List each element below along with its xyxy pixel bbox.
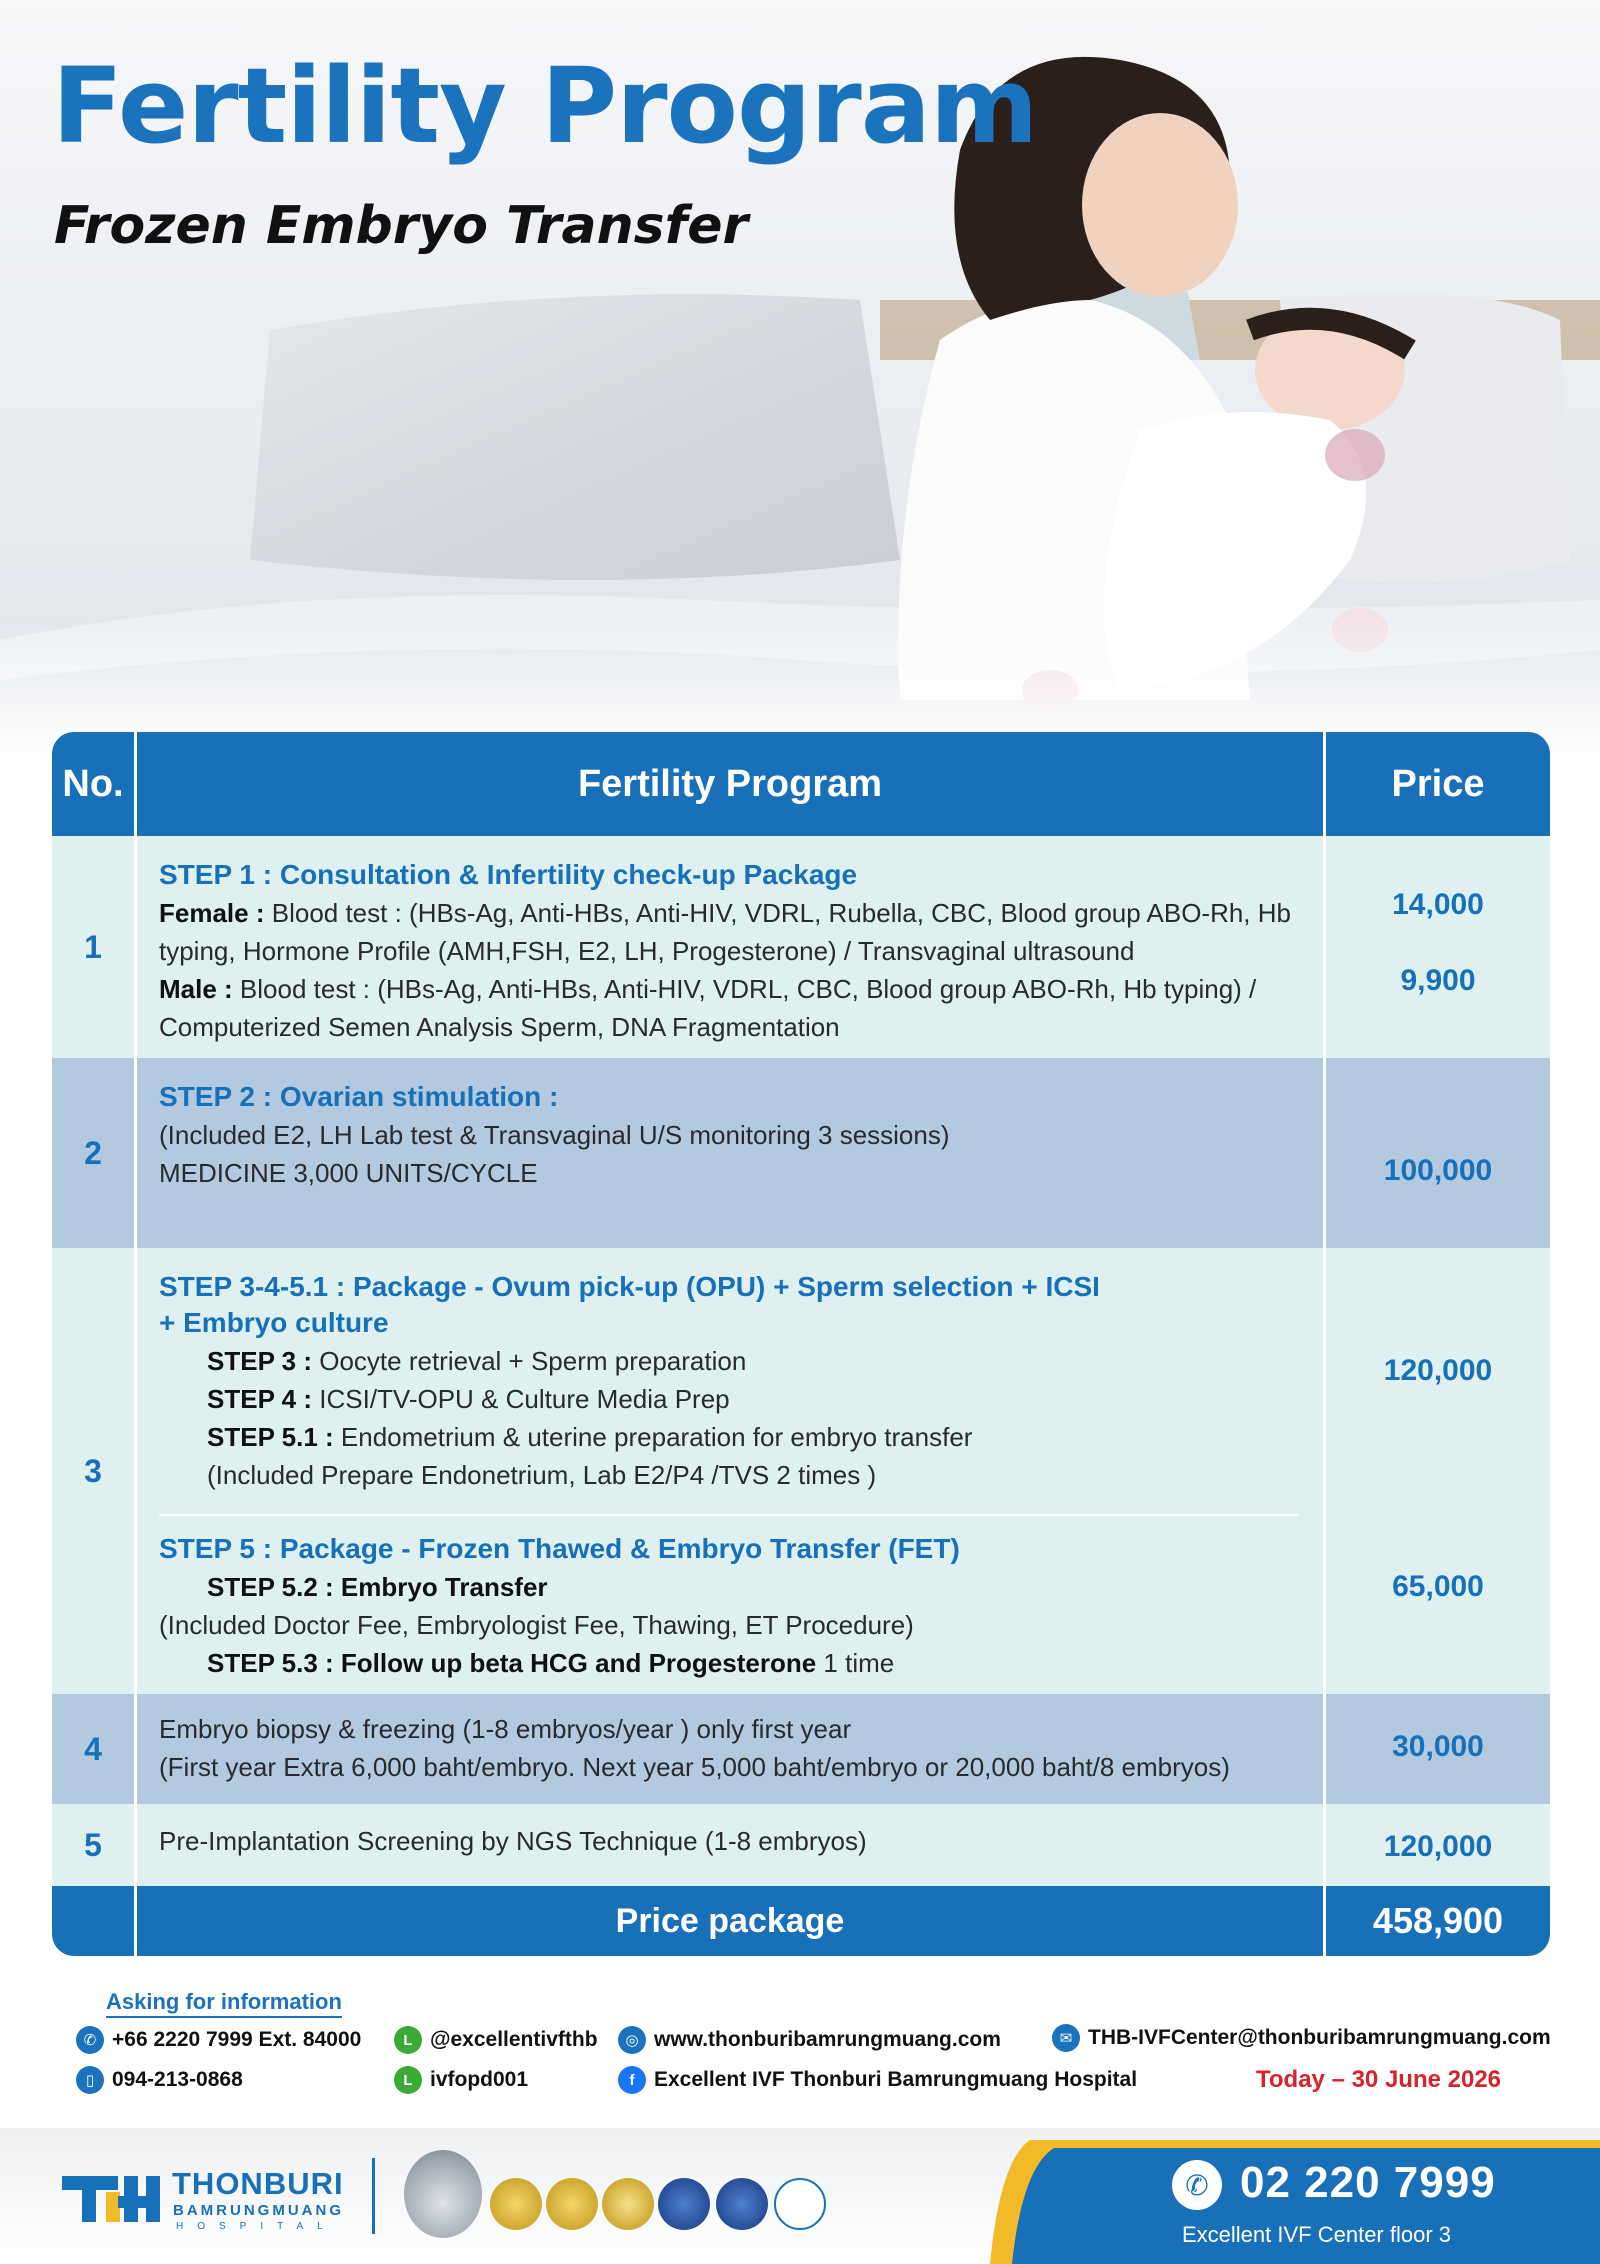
row-number: 4 [84, 1730, 102, 1767]
female-label: Female : [159, 898, 265, 928]
accreditation-badge-icon [774, 2178, 826, 2230]
contact-website[interactable] [618, 2026, 1001, 2054]
male-tests [159, 970, 1315, 1046]
row-description [134, 1248, 1326, 1694]
page-subtitle: Frozen Embryo Transfer [54, 196, 749, 256]
hero-banner [0, 0, 1600, 760]
facebook-icon: f [618, 2066, 646, 2094]
row-price [1326, 1694, 1550, 1804]
email-icon: ✉ [1052, 2024, 1080, 2052]
price-value: 120,000 [1383, 1354, 1493, 1387]
price-table [52, 732, 1550, 1956]
row-number: 5 [84, 1826, 102, 1863]
contact-facebook[interactable] [618, 2066, 1137, 2094]
column-header-price: Price [1391, 762, 1485, 805]
contact-facebook-text: Excellent IVF Thonburi Bamrungmuang Hospital [654, 2068, 1138, 2091]
sub-step [159, 1644, 1315, 1682]
step-title: STEP 2 : Ovarian stimulation : [159, 1081, 559, 1112]
price-value: 30,000 [1392, 1730, 1484, 1763]
mobile-icon: ▯ [76, 2066, 104, 2094]
contact-website-text: www.thonburibamrungmuang.com [654, 2028, 1001, 2051]
row-line: (Included E2, LH Lab test & Transvaginal U/S monitoring 3 sessions) [159, 1120, 950, 1150]
row-description [134, 1694, 1326, 1804]
total-price: 458,900 [1372, 1900, 1504, 1941]
globe-icon: ◎ [618, 2026, 646, 2054]
contact-phone[interactable] [76, 2026, 361, 2054]
aaci-badge-icon [716, 2178, 768, 2230]
award-badge-icon [404, 2150, 482, 2238]
table-row [52, 1248, 1550, 1694]
aaci-badge-icon [658, 2178, 710, 2230]
contact-line[interactable] [394, 2026, 598, 2054]
row-description [134, 1804, 1326, 1886]
row-number: 1 [84, 928, 102, 965]
sub-step-text: 1 time [823, 1648, 895, 1678]
award-badge-icon [490, 2178, 542, 2230]
contact-line-2-text: ivfopd001 [430, 2068, 529, 2091]
contact-mobile-text: 094-213-0868 [112, 2068, 243, 2091]
award-badge-icon [546, 2178, 598, 2230]
hotline-location: Excellent IVF Center floor 3 [1182, 2222, 1452, 2247]
contact-line-text: @excellentivfthb [430, 2028, 598, 2051]
sub-step [159, 1342, 1315, 1380]
phone-icon: ✆ [76, 2026, 104, 2054]
row-line: MEDICINE 3,000 UNITS/CYCLE [159, 1158, 538, 1188]
sub-step-text: ICSI/TV-OPU & Culture Media Prep [319, 1384, 730, 1414]
table-row [52, 1804, 1550, 1886]
logo-name: THONBURI [172, 2166, 344, 2201]
sub-step-label: STEP 5.3 : Follow up beta HCG and Progesterone [207, 1648, 817, 1678]
price-value: 65,000 [1392, 1570, 1484, 1603]
column-header-program: Fertility Program [134, 732, 1326, 836]
contact-phone-text: +66 2220 7999 Ext. 84000 [112, 2028, 362, 2051]
row-price [1326, 1058, 1550, 1248]
logo-divider [372, 2158, 375, 2234]
sub-step-label: STEP 3 : [207, 1346, 313, 1376]
row-line: Embryo biopsy & freezing (1-8 embryos/year ) only first year [159, 1714, 852, 1744]
contact-line-2[interactable] [394, 2066, 528, 2094]
table-total-row [52, 1886, 1550, 1956]
row-description [134, 1058, 1326, 1248]
total-no-cell [52, 1886, 134, 1956]
contact-mobile[interactable] [76, 2066, 243, 2094]
table-row [52, 836, 1550, 1058]
female-text: Blood test : (HBs-Ag, Anti-HBs, Anti-HIV, VDRL, Rubella, CBC, Blood group ABO-Rh, Hb typing, Hormone Profile (AMH,FSH, E2, LH, Progesterone) / Transvaginal ultrasound [159, 898, 1291, 966]
male-text: Blood test : (HBs-Ag, Anti-HBs, Anti-HIV, VDRL, CBC, Blood group ABO-Rh, Hb typing) / Computerized Semen Analysis Sperm, DNA Fragmentation [159, 974, 1257, 1042]
row-line: (First year Extra 6,000 baht/embryo. Next year 5,000 baht/embryo or 20,000 baht/8 embryos) [159, 1752, 1230, 1782]
row-price [1326, 1804, 1550, 1886]
sub-step-note: (Included Doctor Fee, Embryologist Fee, Thawing, ET Procedure) [159, 1610, 914, 1640]
logo-sub: BAMRUNGMUANG [173, 2202, 344, 2219]
row-price [1326, 836, 1550, 1058]
step-title: STEP 5 : Package - Frozen Thawed & Embryo Transfer (FET) [159, 1533, 960, 1564]
sub-step-label: STEP 5.1 : [207, 1422, 334, 1452]
contact-heading: Asking for information [106, 1988, 342, 2018]
price-male: 9,900 [1400, 964, 1476, 997]
sub-step [159, 1418, 1315, 1456]
sub-step-label: STEP 4 : [207, 1384, 313, 1414]
hospital-logo-icon [62, 2168, 162, 2228]
hotline-number[interactable]: 02 220 7999 [1240, 2158, 1496, 2207]
contact-email-text: THB-IVFCenter@thonburibamrungmuang.com [1088, 2026, 1551, 2049]
line-icon: L [394, 2026, 422, 2054]
row-number: 3 [84, 1452, 102, 1489]
table-header [52, 732, 1550, 836]
sub-step: STEP 5.2 : Embryo Transfer [207, 1572, 548, 1602]
phone-icon: ✆ [1172, 2160, 1222, 2210]
table-row [52, 1058, 1550, 1248]
logo-sub2: HOSPITAL [176, 2221, 337, 2232]
row-line: Pre-Implantation Screening by NGS Technique (1-8 embryos) [159, 1826, 867, 1856]
row-number: 2 [84, 1134, 102, 1171]
sub-step-text: Endometrium & uterine preparation for embryo transfer [340, 1422, 973, 1452]
validity-date: Today – 30 June 2026 [1256, 2066, 1502, 2093]
divider [159, 1514, 1299, 1516]
award-badge-icon [602, 2178, 654, 2230]
price-value: 120,000 [1383, 1830, 1493, 1863]
female-tests [159, 894, 1315, 970]
price-value: 100,000 [1383, 1154, 1493, 1187]
male-label: Male : [159, 974, 233, 1004]
sub-step-note: (Included Prepare Endonetrium, Lab E2/P4 /TVS 2 times ) [207, 1460, 877, 1490]
price-female: 14,000 [1392, 888, 1484, 921]
column-header-no: No. [62, 762, 124, 805]
line-icon: L [394, 2066, 422, 2094]
contact-email[interactable] [1052, 2024, 1551, 2052]
step-title: STEP 1 : Consultation & Infertility check-up Package [159, 859, 858, 890]
row-description [134, 836, 1326, 1058]
step-title-cont: + Embryo culture [159, 1307, 389, 1338]
table-row [52, 1694, 1550, 1804]
sub-step [159, 1380, 1315, 1418]
sub-step-text: Oocyte retrieval + Sperm preparation [319, 1346, 747, 1376]
total-label: Price package [134, 1886, 1326, 1956]
step-title: STEP 3-4-5.1 : Package - Ovum pick-up (OPU) + Sperm selection + ICSI [159, 1271, 1100, 1302]
row-price [1326, 1248, 1550, 1694]
page-title: Fertility Program [52, 45, 1038, 167]
